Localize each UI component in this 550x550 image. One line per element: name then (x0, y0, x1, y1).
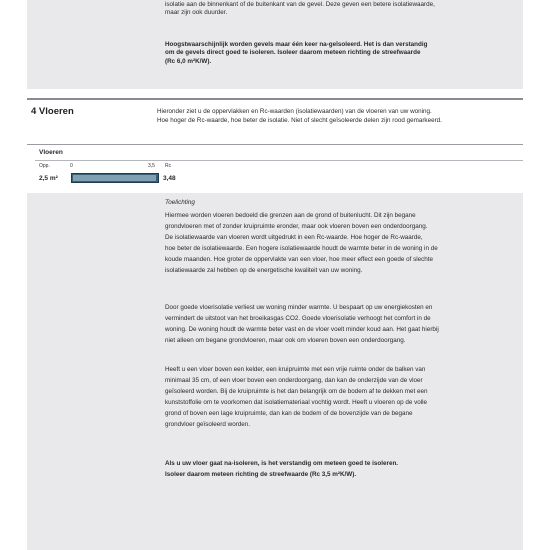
scale-tick-end: 3,5 (148, 163, 155, 169)
paragraph (165, 1, 510, 18)
text-line: minimaal 35 cm, of een vloer boven een onderdoorgang, dan kan de onderzijde van de vloer (165, 376, 423, 384)
text-line: Als u uw vloer gaat na-isoleren, is het verstandig om meteen goed te isoleren. (165, 460, 399, 467)
text-line: om de gevels direct goed te isoleren. Isoleer daarom meteen richting de streefwaarde (165, 49, 421, 57)
scale-tick-start: 0 (70, 163, 73, 169)
section-title: 4 Vloeren (31, 106, 74, 117)
explanation-paragraph-1 (165, 211, 510, 276)
text-line: Hieronder ziet u de oppervlakken en Rc-waarden (isolatiewaarden) van de vloeren van uw woning. (157, 108, 432, 115)
rc-value: 3,48 (163, 175, 176, 182)
text-line: De isolatiewaarde van vloeren wordt uitgedrukt in een Rc-waarde. Hoe hoger de Rc-waarde, (165, 233, 423, 241)
explanation-panel (27, 193, 523, 550)
rc-bar (71, 173, 159, 183)
scale-unit: Rc (165, 163, 172, 169)
explanation-paragraph-2 (165, 303, 510, 347)
text-line: Hiermee worden vloeren bedoeld die grenzen aan de grond of buitenlucht. Dit zijn begane (165, 212, 416, 219)
text-line: Hoogstwaarschijnlijk worden gevels maar één keer na-geïsoleerd. Het is dan verstandig (165, 41, 428, 48)
floor-area: 2,5 m² (39, 175, 58, 182)
text-line: Door goede vloerisolatie verliest uw woning minder warmte. U bespaart op uw energiekosten en (165, 304, 433, 311)
section-intro (157, 108, 517, 125)
floor-measure-table (27, 144, 523, 187)
text-line: grond of boven een lage kruipruimte, dan kan de bodem of de bovenzijde van de begane (165, 409, 413, 417)
rc-bar-fill (73, 175, 156, 181)
explanation-advice (165, 459, 510, 481)
text-line: hoe beter de isolatiewaarde. Een hogere isolatiewaarde houdt de warmte beter in de woning in de (165, 244, 438, 252)
explanation-heading: Toelichting (165, 199, 195, 206)
text-line: vermindert de uitstoot van het broeikasgas CO2. Goede vloerisolatie verhoogt het comfort in de (165, 314, 431, 322)
text-line: Heeft u een vloer boven een kelder, een kruipruimte met een vrije ruimte onder de balken van (165, 366, 426, 373)
text-line: grondvloeren met of zonder kruipruimte eronder, maar ook vloeren boven een onderdoorgang. (165, 222, 428, 230)
text-line: Hoe hoger de Rc-waarde, hoe beter de isolatie. Niet of slecht geïsoleerde delen zijn rood gemarkeerd. (157, 116, 442, 124)
text-line: Isoleer daarom meteen richting de streefwaarde (Rc 3,5 m²K/W). (165, 470, 357, 478)
text-line: kunststoffolie om te voorkomen dat isolatiemateriaal vochtig wordt. Heeft u vloeren op de volle (165, 398, 428, 406)
explanation-paragraph-3 (165, 365, 510, 430)
previous-section-panel (27, 0, 523, 89)
text-line: isolatie aan de binnenkant of de buitenkant van de gevel. Deze geven een betere isolatiewaarde, (165, 1, 435, 8)
text-line: maar zijn ook duurder. (165, 9, 228, 17)
divider (35, 160, 523, 161)
text-line: niet alleen om begane grondvloeren, maar ook om vloeren boven een onderdoorgang. (165, 336, 406, 344)
text-line: geïsoleerd worden. Bij de kruipruimte is het dan belangrijk om de bodem af te dekken met een (165, 387, 428, 395)
section-divider (27, 98, 523, 100)
text-line: woning. De woning houdt de warmte beter vast en de vloer voelt minder koud aan. Het gaat hierbij (165, 325, 439, 333)
text-line: grondvloer geïsoleerd worden. (165, 420, 251, 428)
text-line: isolatiewaarde zal hebben op de energetische kwaliteit van uw woning. (165, 266, 363, 274)
text-line: koude maanden. Hoe groter de oppervlakte van een vloer, hoe meer effect een goede of slechte (165, 255, 434, 263)
measure-title: Vloeren (39, 149, 63, 156)
text-line: (Rc 6,0 m²K/W). (165, 57, 212, 65)
scale-label: Opp. (39, 163, 50, 169)
advice-paragraph (165, 41, 510, 66)
